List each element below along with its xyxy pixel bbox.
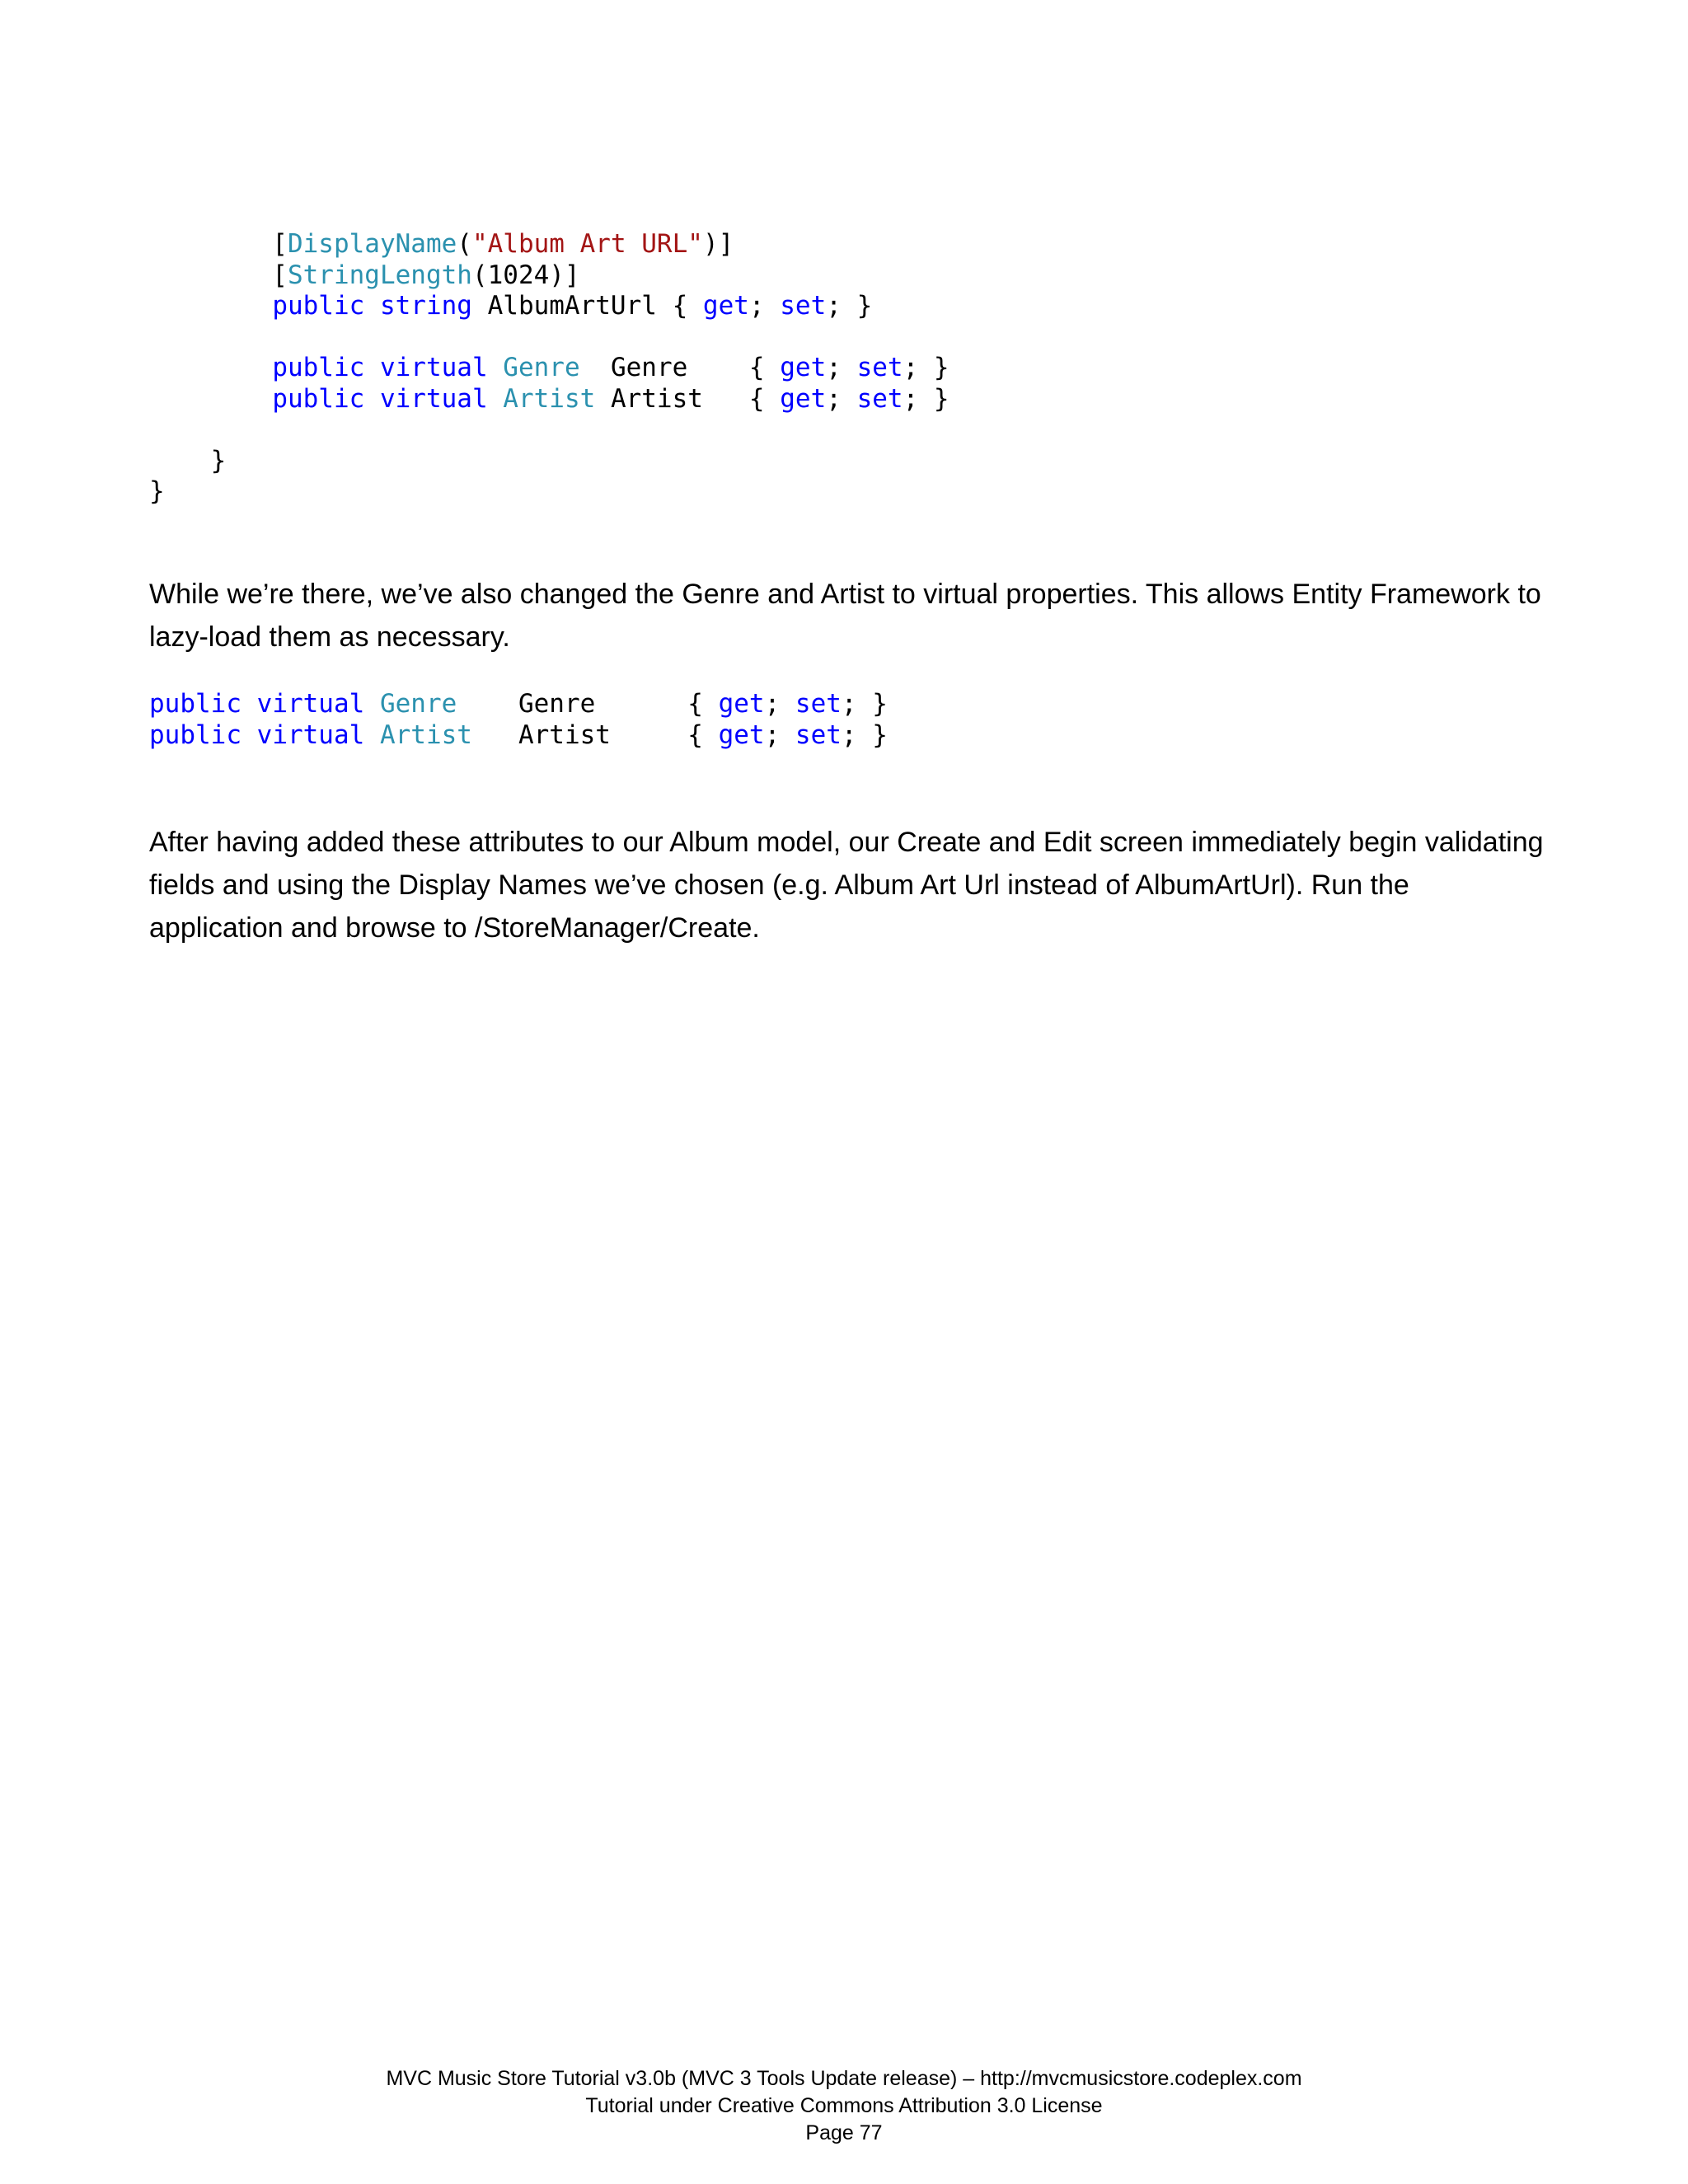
code-token-plain (149, 322, 165, 352)
code-token-plain: ; (748, 291, 781, 321)
code-token-plain: Genre { (579, 353, 781, 382)
footer-tutorial-title: MVC Music Store Tutorial v3.0b (MVC 3 Tools Update release) – http://mvcmusicstore.codeplex.com (386, 2067, 1302, 2090)
code-token-type: StringLength (287, 260, 472, 290)
code-token-keyword: set (795, 689, 842, 719)
paragraph-virtual-properties: While we’re there, we’ve also changed the Genre and Artist to virtual properties. This allows Entity Framework to lazy-load them as necessary. (149, 579, 1541, 653)
code-token-plain: ; } (903, 353, 950, 382)
code-token-plain: ; } (841, 719, 888, 750)
code-token-plain: (1024)] (471, 260, 580, 290)
code-token-keyword: virtual (256, 719, 365, 750)
code-line (149, 229, 950, 260)
code-token-keyword: get (702, 291, 749, 321)
code-token-type: Genre (503, 353, 580, 382)
code-token-keyword: virtual (379, 383, 488, 414)
code-token-keyword: get (780, 383, 827, 414)
code-line (149, 446, 950, 477)
code-line (149, 291, 950, 322)
code-token-plain (364, 353, 380, 382)
code-token-keyword: set (780, 291, 827, 321)
code-token-type: Genre (379, 689, 457, 719)
code-token-keyword: set (856, 383, 903, 414)
code-token-keyword: string (379, 291, 472, 321)
code-token-plain: } (149, 476, 165, 506)
code-token-plain: ( (457, 229, 472, 259)
code-line (149, 720, 888, 752)
code-token-keyword: public (149, 689, 241, 719)
code-token-plain: ; } (841, 689, 888, 719)
code-token-plain: Artist { (471, 719, 719, 750)
code-token-plain (488, 384, 504, 414)
footer-page-number: Page 77 (805, 2121, 883, 2144)
code-token-type: DisplayName (287, 229, 457, 259)
footer-license: Tutorial under Creative Commons Attribution 3.0 License (585, 2094, 1103, 2117)
code-line (149, 476, 950, 508)
code-token-plain (149, 415, 165, 444)
code-token-keyword: get (718, 689, 765, 719)
code-line (149, 384, 950, 415)
code-token-keyword: set (856, 353, 903, 382)
code-token-plain (149, 291, 272, 321)
code-token-keyword: set (795, 719, 842, 750)
code-token-plain: ; (764, 689, 795, 719)
code-token-plain: [ (149, 260, 288, 290)
code-token-plain: Artist { (595, 383, 781, 414)
code-token-plain (364, 720, 380, 750)
code-token-plain: [ (149, 229, 288, 259)
code-token-plain (488, 353, 504, 382)
code-token-plain (149, 384, 272, 414)
code-line (149, 689, 888, 720)
code-token-plain: AlbumArtUrl { (471, 291, 703, 321)
code-token-plain (364, 384, 380, 414)
code-token-string: "Album Art URL" (471, 229, 703, 259)
code-token-keyword: virtual (379, 353, 488, 382)
code-token-keyword: public (272, 291, 365, 321)
code-line (149, 415, 950, 446)
code-token-keyword: virtual (256, 689, 365, 719)
code-block-album-model (149, 229, 950, 508)
code-token-keyword: public (149, 719, 241, 750)
code-token-plain: Genre { (457, 689, 719, 719)
code-line (149, 353, 950, 384)
code-token-plain: ; (826, 383, 857, 414)
code-token-plain: } (149, 445, 227, 476)
code-block-virtual-properties (149, 689, 888, 751)
code-line (149, 260, 950, 292)
code-token-type: Artist (503, 383, 596, 414)
code-token-plain: ; (764, 719, 795, 750)
code-token-plain: ; (826, 353, 857, 382)
code-token-keyword: get (780, 353, 827, 382)
code-line (149, 322, 950, 354)
code-token-plain (241, 689, 257, 719)
code-token-plain (149, 353, 272, 382)
code-token-plain: ; } (903, 383, 950, 414)
code-token-keyword: public (272, 353, 365, 382)
code-token-plain (364, 689, 380, 719)
page-footer (0, 2065, 1688, 2147)
code-token-keyword: public (272, 383, 365, 414)
code-token-plain (364, 291, 380, 321)
code-token-keyword: get (718, 719, 765, 750)
code-token-plain: ; } (826, 291, 873, 321)
code-token-plain: )] (702, 229, 734, 259)
code-token-plain (241, 720, 257, 750)
paragraph-run-application: After having added these attributes to our Album model, our Create and Edit screen immediately begin validating fields and using the Display Names we’ve chosen (e.g. Album Art Url instead of AlbumArtUrl). Run the application and browse to /StoreManager/Create. (149, 827, 1544, 944)
code-token-type: Artist (379, 719, 472, 750)
